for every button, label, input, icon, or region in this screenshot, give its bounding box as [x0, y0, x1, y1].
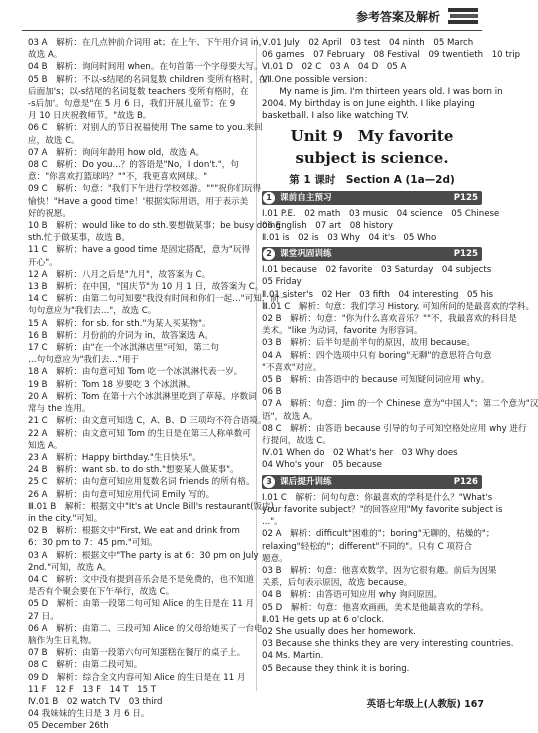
answer-line: Ⅱ.01 He gets up at 6 o'clock. [262, 614, 385, 625]
answer-line: "不喜欢"对应。 [262, 362, 322, 373]
section-preview-answers [262, 208, 500, 245]
book-stack-icon [446, 4, 482, 28]
answer-line: 脑作为生日礼物。 [28, 635, 97, 646]
answer-line: 愉快！"Have a good time！'根据实际用语，用于表示美 [28, 196, 249, 207]
answer-line: 11 C 解析：have a good time 是固定搭配，意为"玩得 [28, 245, 251, 256]
answer-line: 05 D 解析：由第一段第二句可知 Alice 的生日是在 11 月 [28, 599, 255, 610]
answer-line: 06 A 解析：由第二、三段可知 Alice 的父母给她买了一台电 [28, 623, 263, 634]
answer-line: 6：30 pm to 7：45 pm."可知。 [28, 538, 158, 549]
page-header [0, 0, 500, 36]
answer-line: 02 She usually does her homework. [262, 626, 416, 637]
right-column [262, 37, 538, 675]
answer-line: 09 D 解析：综合全文内容可知 Alice 的生日是在 11 月 [28, 672, 246, 683]
answer-line: 03 B 解析：句意：他喜欢数学，因为它很有趣。前后为因果 [262, 565, 497, 576]
answer-line: My name is Jim. I'm thirteen years old. I was born in [262, 86, 503, 97]
answer-line: relaxing"轻松的"；different"不同的"。只有 C 项符合 [262, 541, 473, 552]
right-top-answers [262, 37, 521, 122]
section-number: 2 [263, 248, 275, 260]
answer-line: 18 A 解析：由句意可知 Tom 吃一个冰淇淋代表一岁。 [28, 367, 243, 378]
section-number: 1 [263, 192, 275, 204]
answer-line: 04 Ms. Martin. [262, 651, 324, 662]
answer-line: 17 C 解析：由"在一个冰淇淋店里"可知，第二句 [28, 343, 219, 354]
answer-line: 句句意应为"我们去…"，故选 C。 [28, 306, 157, 317]
answer-line: 25 C 解析：由句意可知应用复数名词 friends 的所有格。 [28, 477, 255, 488]
answer-line: 开心"。 [28, 257, 58, 268]
answer-line: 04 A 解析：四个选项中只有 boring"无聊"的意思符合句意 [262, 350, 492, 361]
answer-line: 02 B 解析：句意："你为什么喜欢音乐？""不，我最喜欢的科目是 [262, 314, 517, 325]
answer-line: 26 A 解析：由句意可知应用代词 Emily 写的。 [28, 489, 215, 500]
answer-line: 行提问，故选 C。 [262, 436, 331, 447]
answer-line: 是否有个聚会要在下午举行，故选 C。 [28, 587, 175, 598]
answer-line: 10 B 解析：would like to do sth.要想做某事；be busy doing [28, 221, 281, 232]
answer-line: 09 C 解析：句意："我们下午进行学校郊游。"""祝你们玩得 [28, 184, 262, 195]
answer-line: Ⅲ.01 B 解析：根据文中"It's at Uncle Bill's restaurant(饭店) [28, 501, 274, 512]
answer-line: Ⅵ.01 D 02 C 03 A 04 D 05 A [262, 62, 407, 73]
answer-line: 22 A 解析：由文意可知 Tom 的生日是在第三人称单数可 [28, 428, 251, 439]
answer-line: 知选 A。 [28, 440, 63, 451]
section-title: 课前自主预习 [280, 192, 332, 203]
answer-line: 23 A 解析：Happy birthday."生日快乐"。 [28, 452, 201, 463]
column-divider [256, 36, 257, 691]
answer-line: 07 A 解析：询问年龄用 how old，故选 A。 [28, 147, 205, 158]
section-homework-answers [262, 492, 514, 675]
section-header-classwork [262, 247, 482, 261]
answer-line: 02 B 解析：根据文中"First, We eat and drink from [28, 526, 240, 537]
answer-line: 语"，故选 A。 [262, 411, 318, 422]
answer-line: 20 A 解析：Tom 在第十六个冰淇淋里吃到了草莓。序数词 [28, 391, 257, 402]
answer-line: Ⅴ.01 July 02 April 03 test 04 ninth 05 March [262, 38, 474, 48]
answer-line: your favorite subject？"的回答应用"My favorite subject is [262, 504, 503, 515]
answer-line: 04 我妹妹的生日是 3 月 6 日。 [28, 709, 150, 720]
answer-line: 05 D 解析：句意：他喜欢画画，美术是他最喜欢的学科。 [262, 602, 489, 613]
answer-line: Ⅰ.01 C 解析：问句句意：你最喜欢的学科是什么？"What's [262, 492, 493, 503]
answer-line: 05 B 解析：不以-s结尾的名词复数 children 变所有格时，在 [28, 74, 267, 85]
answer-line: Ⅲ.01 C 解析：句意：我们学习 History. 可知所问的是最喜欢的学科。 [262, 301, 535, 312]
section-number: 3 [263, 476, 275, 488]
answer-line: 06 C 解析：对别人的节日祝福使用 The same to you.来回 [28, 123, 263, 134]
answer-line: 08 C 解析：由答语 because 引导的句子可知空格处应用 why 进行 [262, 423, 527, 434]
answer-line: 08 C 解析：Do you...？的答语是"No，I don't."，句 [28, 160, 239, 171]
answer-line: Ⅰ.01 P.E. 02 math 03 music 04 science 05 Chinese [262, 208, 500, 219]
answer-line: 应，故选 C。 [28, 135, 80, 146]
header-title: 参考答案及解析 [355, 10, 440, 24]
section-classwork-answers [262, 264, 538, 471]
answer-line: …句句意应为"我们去…"用于 [28, 355, 140, 366]
answer-line: 03 B 解析：后半句是前半句的原因，故用 because。 [262, 338, 475, 349]
answer-line: Ⅰ.01 because 02 favorite 03 Saturday 04 subjects [262, 265, 492, 276]
answer-line: Ⅳ.01 When do 02 What's her 03 Why does [262, 448, 458, 459]
answer-line: 07 A 解析：句意：Jim 的一个 Chinese 意为"中国人"；第二个意为"汉 [262, 399, 538, 410]
section-page: P125 [453, 249, 478, 260]
answer-line: 意："你喜欢打篮球吗？""不，我更喜欢网球。" [28, 172, 208, 183]
answer-line: 07 B 解析：由第一段第六句可知蛋糕在餐厅的桌子上。 [28, 648, 246, 659]
answer-line: ..."。 [262, 517, 283, 528]
answer-line: 06 English 07 art 08 history [262, 220, 393, 231]
answer-line: 题意。 [262, 553, 288, 564]
answer-line: 05 December 26th [28, 721, 109, 732]
section-title: 课后提升训练 [280, 476, 332, 487]
answer-line: 03 A 解析：根据文中"The party is at 6：30 pm on July [28, 550, 259, 561]
answer-line: Ⅱ.01 is 02 is 03 Why 04 it's 05 Who [262, 233, 437, 244]
answer-line: 04 Who's your 05 because [262, 460, 382, 471]
answer-line: Ⅶ.One possible version： [262, 74, 373, 85]
answer-line: 11 F 12 F 13 F 14 T 15 T [28, 684, 157, 695]
answer-line: 12 A 解析：八月之后是"九月"，故答案为 C。 [28, 269, 211, 280]
answer-line: 常与 the 连用。 [28, 404, 91, 415]
unit-title: Unit 9 My favorite subject is science. [290, 127, 454, 168]
answer-line: 06 B [262, 387, 282, 398]
answer-line: 后面加's；以-s结尾的名词复数 teachers 变所有格时，在 [28, 86, 249, 97]
answer-line: 04 C 解析：文中没有提到音乐会是不是免费的，也不知道 [28, 574, 254, 585]
answer-line: 14 C 解析：由第二句可知要"我没有时间和你们一起…"可知，前一 [28, 294, 288, 305]
answer-line: 06 games 07 February 08 Festival 09 twentieth 10 trip [262, 50, 521, 61]
answer-line: 05 Friday [262, 277, 302, 288]
header-rule [22, 30, 482, 31]
answer-line: 故选 A。 [28, 50, 63, 61]
answer-line: 27 日。 [28, 611, 59, 622]
answer-line: -s后加'。句意是"在 5 月 6 日，我们开展儿童节；在 9 [28, 99, 236, 110]
answer-line: 03 A 解析：在几点钟前介词用 at；在上午、下午用介词 in， [28, 38, 268, 48]
answer-line: sth.忙于做某事，故选 B。 [28, 233, 130, 244]
section-title: 课堂巩固训练 [280, 249, 332, 260]
answer-line: in the city."可知。 [28, 513, 103, 524]
section-page: P126 [453, 476, 478, 487]
answer-line: 05 Because they think it is boring. [262, 663, 410, 674]
section-header-preview [262, 191, 482, 205]
answer-line: 13 B 解析：在中国，"国庆节"为 10 月 1 日，故答案为 C。 [28, 282, 264, 293]
answer-line: 16 B 解析：月份前的介词为 in，故答案选 A。 [28, 330, 213, 341]
answer-line: 21 C 解析：由文意可知选 C，A、B、D 三项均不符合语境。 [28, 416, 267, 427]
answer-line: 关系，后句表示原因，故选 because。 [262, 578, 413, 589]
answer-line: 月 10 日庆祝教师节。"故选 B。 [28, 111, 152, 122]
answer-line: 03 Because she thinks they are very interesting countries. [262, 639, 514, 650]
answer-line: 2nd."可知，故选 A。 [28, 562, 112, 573]
answer-line: Ⅱ.01 sister's 02 Her 03 fifth 04 interesting 05 his [262, 289, 493, 300]
answer-line: basketball. I also like watching TV. [262, 111, 409, 122]
section-header-homework [262, 475, 482, 489]
answer-line: 好的祝愿。 [28, 208, 71, 219]
answer-line: 08 C 解析：由第二段可知。 [28, 660, 143, 671]
answer-line: 05 B 解析：由答语中的 because 可知疑问词应用 why。 [262, 375, 490, 386]
answer-line: 04 B 解析：询问时间用 when。在句首第一个字母要大写。 [28, 62, 263, 73]
answer-line: Ⅳ.01 B 02 watch TV 03 third [28, 696, 163, 707]
lesson-title: 第 1 课时 Section A (1a—2d) [289, 174, 455, 187]
answer-line: 24 B 解析：want sb. to do sth."想要某人做某事"。 [28, 465, 239, 476]
answer-line: 15 A 解析：for sb. for sth."为某人买某物"。 [28, 318, 211, 329]
answer-line: 04 B 解析：由答语可知应用 why 询问原因。 [262, 590, 443, 601]
section-page: P125 [453, 192, 478, 203]
answer-line: 19 B 解析：Tom 18 岁要吃 3 个冰淇淋。 [28, 379, 196, 390]
answer-line: 02 A 解析：difficult"困难的"；boring"无聊的，枯燥的"； [262, 529, 495, 540]
page-footer: 英语七年级上(人教版) 167 [366, 699, 484, 710]
answer-line: 美术。"like 为动词，favorite 为形容词。 [262, 326, 423, 337]
answer-line: 2004. My birthday is on June eighth. I like playing [262, 99, 475, 110]
